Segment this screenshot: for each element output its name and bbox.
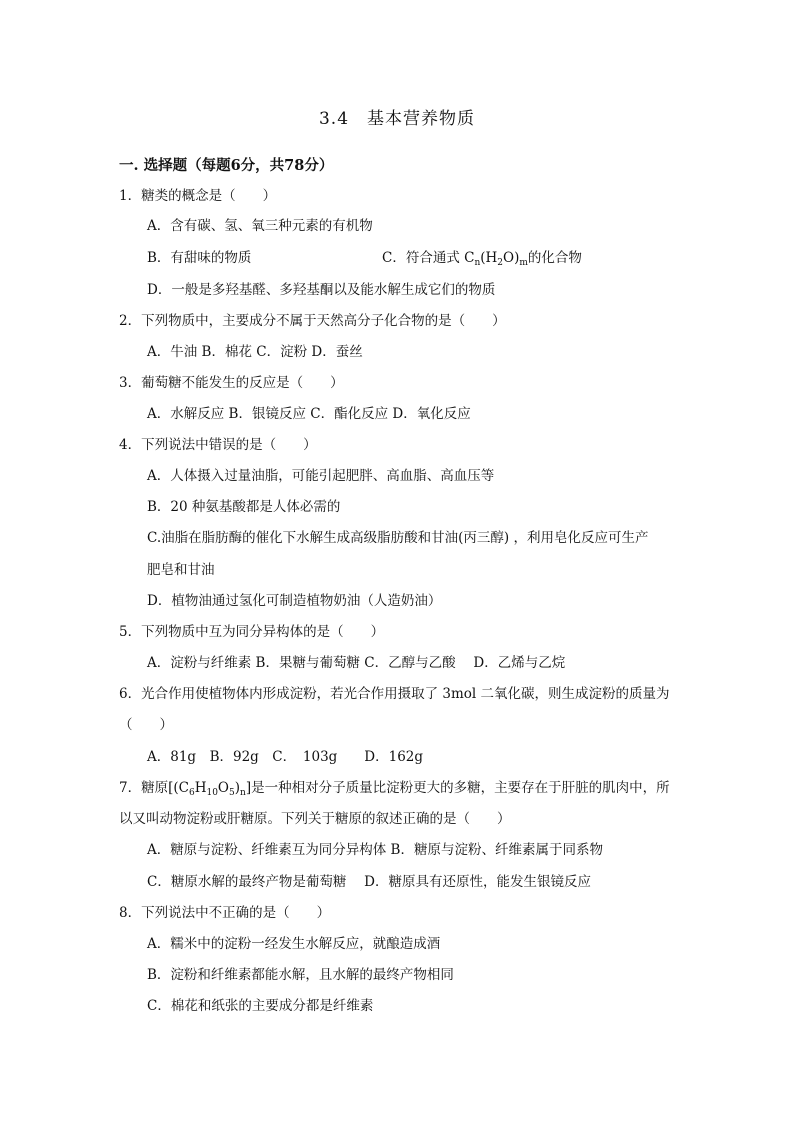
question-3-stem: 3．葡萄糖不能发生的反应是（ ） <box>119 375 344 391</box>
question-4-option-c: C.油脂在脂肪酶的催化下水解生成高级脂肪酸和甘油(丙三醇) ，利用皂化反应可生产 <box>147 530 649 546</box>
question-1-option-a: A．含有碳、氢、氧三种元素的有机物 <box>147 218 373 234</box>
question-8-option-c: C．棉花和纸张的主要成分都是纤维素 <box>147 998 374 1014</box>
question-2-options: A．牛油 B．棉花 C．淀粉 D．蚕丝 <box>147 344 363 360</box>
question-4-option-b: B．20 种氨基酸都是人体必需的 <box>147 499 341 515</box>
question-6-stem-cont: （ ） <box>119 717 173 733</box>
question-5-stem: 5．下列物质中互为同分异构体的是（ ） <box>119 624 385 640</box>
question-2-stem: 2．下列物质中，主要成分不属于天然高分子化合物的是（ ） <box>119 313 506 329</box>
question-7-stem-cont: 以又叫动物淀粉或肝糖原。下列关于糖原的叙述正确的是（ ） <box>119 811 511 827</box>
question-1-stem: 1．糖类的概念是（ ） <box>119 188 277 204</box>
question-8-stem: 8．下列说法中不正确的是（ ） <box>119 905 331 921</box>
question-8-option-a: A．糯米中的淀粉一经发生水解反应，就酿造成酒 <box>147 936 441 952</box>
question-1-option-c: C．符合通式 $C_n(H_2O)_m$的化合物 <box>382 250 582 268</box>
question-7-options-ab: A．糖原与淀粉、纤维素互为同分异构体 B．糖原与淀粉、纤维素属于同系物 <box>147 842 603 858</box>
question-7-stem: 7．糖原$[(C_6H_{10}O_5)_n]$是一种相对分子质量比淀粉更大的多糖，主要存在于肝脏的肌肉中，所 <box>119 780 670 798</box>
question-4-option-c-cont: 肥皂和甘油 <box>147 562 215 578</box>
question-1-option-b: B．有甜味的物质 <box>147 250 252 266</box>
question-8-option-b: B．淀粉和纤维素都能水解，且水解的最终产物相同 <box>147 967 454 983</box>
question-6-stem: 6．光合作用使植物体内形成淀粉，若光合作用摄取了 3mol 二氧化碳，则生成淀粉的质量为 <box>119 686 670 702</box>
question-3-options: A．水解反应 B．银镜反应 C．酯化反应 D．氧化反应 <box>147 406 471 422</box>
page-title: 3.4 基本营养物质 <box>318 109 476 129</box>
question-6-options: A．81g B．92g C． 103g D．162g <box>147 749 424 765</box>
question-4-option-a: A．人体摄入过量油脂，可能引起肥胖、高血脂、高血压等 <box>147 468 495 484</box>
question-4-stem: 4．下列说法中错误的是（ ） <box>119 437 317 453</box>
question-1-option-d: D．一般是多羟基醛、多羟基酮以及能水解生成它们的物质 <box>147 282 496 298</box>
question-5-options: A．淀粉与纤维素 B．果糖与葡萄糖 C．乙醇与乙酸 D．乙烯与乙烷 <box>147 655 566 671</box>
question-4-option-d: D．植物油通过氢化可制造植物奶油（人造奶油） <box>147 593 442 609</box>
section-heading: 一. 选择题（每题6分，共78分） <box>119 157 334 174</box>
question-7-options-cd: C．糖原水解的最终产物是葡萄糖 D．糖原具有还原性，能发生银镜反应 <box>147 874 591 890</box>
